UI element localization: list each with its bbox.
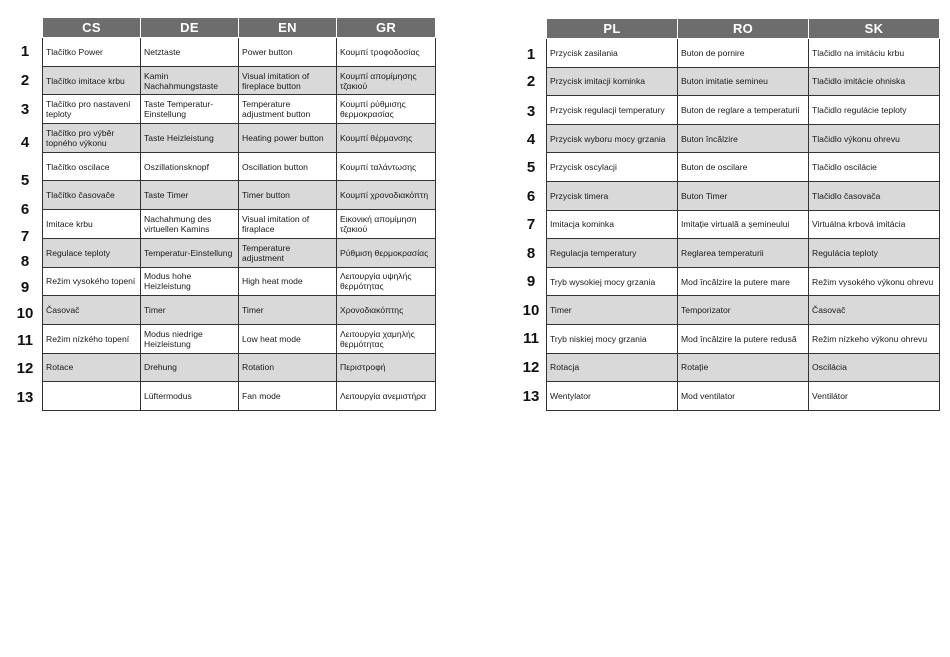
table-cell: Modus niedrige Heizleistung xyxy=(141,324,239,353)
table-row xyxy=(547,67,940,96)
table-cell: Λειτουργία χαμηλής θερμότητας xyxy=(337,324,436,353)
table-row xyxy=(43,124,436,153)
table-row xyxy=(547,382,940,411)
table-cell: Časovač xyxy=(43,296,141,325)
table-cell: High heat mode xyxy=(239,267,337,296)
column-header-de: DE xyxy=(141,18,239,38)
table-cell: Regulace teploty xyxy=(43,238,141,267)
table-cell: Kamin Nachahmungstaste xyxy=(141,66,239,95)
table-cell: Ρύθμιση θερμοκρασίας xyxy=(337,238,436,267)
table-cell: Netztaste xyxy=(141,38,239,67)
table-cell: Taste Heizleistung xyxy=(141,124,239,153)
table-cell: Ventilátor xyxy=(809,382,940,411)
table-cell: Tlačítko oscilace xyxy=(43,152,141,181)
table-cell: Przycisk imitacji kominka xyxy=(547,67,678,96)
table-cell: Rotație xyxy=(678,353,809,382)
table-cell: Λειτουργία ανεμιστήρα xyxy=(337,382,436,411)
table-cell: Κουμπί απομίμησης τζακιού xyxy=(337,66,436,95)
table-cell: Przycisk timera xyxy=(547,181,678,210)
row-number: 2 xyxy=(526,73,536,90)
row-number: 7 xyxy=(20,228,30,245)
row-number: 6 xyxy=(526,188,536,205)
table-row xyxy=(547,39,940,68)
row-number: 10 xyxy=(522,302,540,319)
row-number: 3 xyxy=(20,101,30,118)
row-number: 6 xyxy=(20,201,30,218)
row-numbers-right xyxy=(516,38,546,412)
table-row xyxy=(547,296,940,325)
row-number: 4 xyxy=(20,134,30,151)
row-number: 9 xyxy=(20,279,30,296)
table-cell: Timer xyxy=(141,296,239,325)
table-cell: Temperature adjustment xyxy=(239,238,337,267)
table-cell: Tlačidlo časovača xyxy=(809,181,940,210)
table-cell: Tlačidlo výkonu ohrevu xyxy=(809,124,940,153)
table-cell: Temperature adjustment button xyxy=(239,95,337,124)
table-cell: Power button xyxy=(239,38,337,67)
row-number: 11 xyxy=(17,332,33,349)
table-cell: Przycisk oscylacji xyxy=(547,153,678,182)
table-cell: Režim nízkého topení xyxy=(43,324,141,353)
row-number: 2 xyxy=(20,72,30,89)
table-cell: Tlačidlo imitácie ohniska xyxy=(809,67,940,96)
table-row xyxy=(547,153,940,182)
table-cell: Tlačítko časovače xyxy=(43,181,141,210)
table-row xyxy=(43,95,436,124)
table-cell: Buton de oscilare xyxy=(678,153,809,182)
table-cell: Tlačítko pro výběr topného výkonu xyxy=(43,124,141,153)
row-number: 7 xyxy=(526,216,536,233)
table-row xyxy=(547,239,940,268)
table-cell: Buton încălzire xyxy=(678,124,809,153)
table-cell: Regulácia teploty xyxy=(809,239,940,268)
table-cell: Buton de pornire xyxy=(678,39,809,68)
table-cell: Κουμπί ταλάντωσης xyxy=(337,152,436,181)
table-cell: Nachahmung des virtuellen Kamins xyxy=(141,210,239,239)
column-header-pl: PL xyxy=(547,19,678,39)
table-cell: Tlačítko Power xyxy=(43,38,141,67)
table-row xyxy=(547,210,940,239)
translation-table-left xyxy=(42,18,436,411)
table-row xyxy=(547,353,940,382)
table-cell: Visual imitation of firaplace xyxy=(239,210,337,239)
table-cell: Timer xyxy=(547,296,678,325)
table-header-row xyxy=(547,19,940,39)
table-row xyxy=(43,353,436,382)
row-number: 9 xyxy=(526,273,536,290)
table-cell: Tlačidlo oscilácie xyxy=(809,153,940,182)
row-number: 12 xyxy=(522,359,540,376)
row-number: 13 xyxy=(522,388,540,405)
row-number: 3 xyxy=(526,103,536,120)
row-numbers-left xyxy=(10,38,40,412)
table-cell: Przycisk zasilania xyxy=(547,39,678,68)
table-cell: Κουμπί ρύθμισης θερμοκρασίας xyxy=(337,95,436,124)
table-cell: Wentylator xyxy=(547,382,678,411)
table-row xyxy=(43,38,436,67)
table-cell: Reglarea temperaturii xyxy=(678,239,809,268)
table-row xyxy=(43,181,436,210)
table-header-row xyxy=(43,18,436,38)
row-number: 12 xyxy=(16,360,34,377)
table-cell: Buton Timer xyxy=(678,181,809,210)
table-cell: Taste Timer xyxy=(141,181,239,210)
table-cell: Κουμπί τροφοδοσίας xyxy=(337,38,436,67)
table-cell: Χρονοδιακόπτης xyxy=(337,296,436,325)
table-cell: Imitație virtuală a șemineului xyxy=(678,210,809,239)
table-cell xyxy=(43,382,141,411)
table-cell: Timer xyxy=(239,296,337,325)
table-cell: Tryb wysokiej mocy grzania xyxy=(547,267,678,296)
table-row xyxy=(547,124,940,153)
row-number: 10 xyxy=(16,305,34,322)
table-cell: Režim nízkeho výkonu ohrevu xyxy=(809,324,940,353)
table-cell: Mod ventilator xyxy=(678,382,809,411)
table-cell: Temporizator xyxy=(678,296,809,325)
column-header-ro: RO xyxy=(678,19,809,39)
table-cell: Temperatur-Einstellung xyxy=(141,238,239,267)
table-cell: Κουμπί χρονοδιακόπτη xyxy=(337,181,436,210)
table-cell: Drehung xyxy=(141,353,239,382)
table-cell: Εικονική απομίμηση τζακιού xyxy=(337,210,436,239)
table-cell: Regulacja temperatury xyxy=(547,239,678,268)
table-cell: Buton imitatie semineu xyxy=(678,67,809,96)
table-row xyxy=(547,324,940,353)
table-cell: Rotation xyxy=(239,353,337,382)
table-cell: Mod încălzire la putere mare xyxy=(678,267,809,296)
table-cell: Tlačidlo na imitáciu krbu xyxy=(809,39,940,68)
table-cell: Przycisk regulacji temperatury xyxy=(547,96,678,125)
table-row xyxy=(43,210,436,239)
table-cell: Lüftermodus xyxy=(141,382,239,411)
table-row xyxy=(43,267,436,296)
table-cell: Oscilácia xyxy=(809,353,940,382)
table-cell: Režim vysokého topení xyxy=(43,267,141,296)
translation-table-right xyxy=(546,19,940,411)
table-row xyxy=(43,382,436,411)
table-cell: Περιστροφή xyxy=(337,353,436,382)
table-row xyxy=(547,181,940,210)
column-header-sk: SK xyxy=(809,19,940,39)
table-cell: Rotacja xyxy=(547,353,678,382)
table-cell: Imitace krbu xyxy=(43,210,141,239)
row-number: 5 xyxy=(20,172,30,189)
row-number: 4 xyxy=(526,131,536,148)
table-cell: Fan mode xyxy=(239,382,337,411)
table-cell: Virtuálna krbová imitácia xyxy=(809,210,940,239)
table-cell: Modus hohe Heizleistung xyxy=(141,267,239,296)
table-row xyxy=(43,152,436,181)
row-number: 1 xyxy=(20,43,30,60)
table-cell: Tlačítko imitace krbu xyxy=(43,66,141,95)
table-cell: Mod încălzire la putere redusă xyxy=(678,324,809,353)
table-cell: Buton de reglare a temperaturii xyxy=(678,96,809,125)
row-number: 11 xyxy=(523,330,539,347)
row-number: 1 xyxy=(526,46,536,63)
table-row xyxy=(43,324,436,353)
table-cell: Timer button xyxy=(239,181,337,210)
row-number: 5 xyxy=(526,159,536,176)
table-cell: Przycisk wyboru mocy grzania xyxy=(547,124,678,153)
row-number: 8 xyxy=(20,253,30,270)
table-cell: Heating power button xyxy=(239,124,337,153)
table-cell: Visual imitation of fireplace button xyxy=(239,66,337,95)
table-cell: Taste Temperatur-Einstellung xyxy=(141,95,239,124)
row-number: 8 xyxy=(526,245,536,262)
table-cell: Λειτουργία υψηλής θερμότητας xyxy=(337,267,436,296)
table-cell: Časovač xyxy=(809,296,940,325)
column-header-cs: CS xyxy=(43,18,141,38)
column-header-en: EN xyxy=(239,18,337,38)
column-header-gr: GR xyxy=(337,18,436,38)
table-row xyxy=(43,238,436,267)
table-cell: Low heat mode xyxy=(239,324,337,353)
table-cell: Tlačítko pro nastavení teploty xyxy=(43,95,141,124)
table-row xyxy=(547,267,940,296)
row-number: 13 xyxy=(16,389,34,406)
table-cell: Rotace xyxy=(43,353,141,382)
table-row xyxy=(547,96,940,125)
table-row xyxy=(43,296,436,325)
table-cell: Oszillationsknopf xyxy=(141,152,239,181)
table-cell: Režim vysokého výkonu ohrevu xyxy=(809,267,940,296)
table-row xyxy=(43,66,436,95)
table-cell: Imitacja kominka xyxy=(547,210,678,239)
table-cell: Κουμπί θέρμανσης xyxy=(337,124,436,153)
table-cell: Tlačidlo regulácie teploty xyxy=(809,96,940,125)
table-cell: Oscillation button xyxy=(239,152,337,181)
table-cell: Tryb niskiej mocy grzania xyxy=(547,324,678,353)
